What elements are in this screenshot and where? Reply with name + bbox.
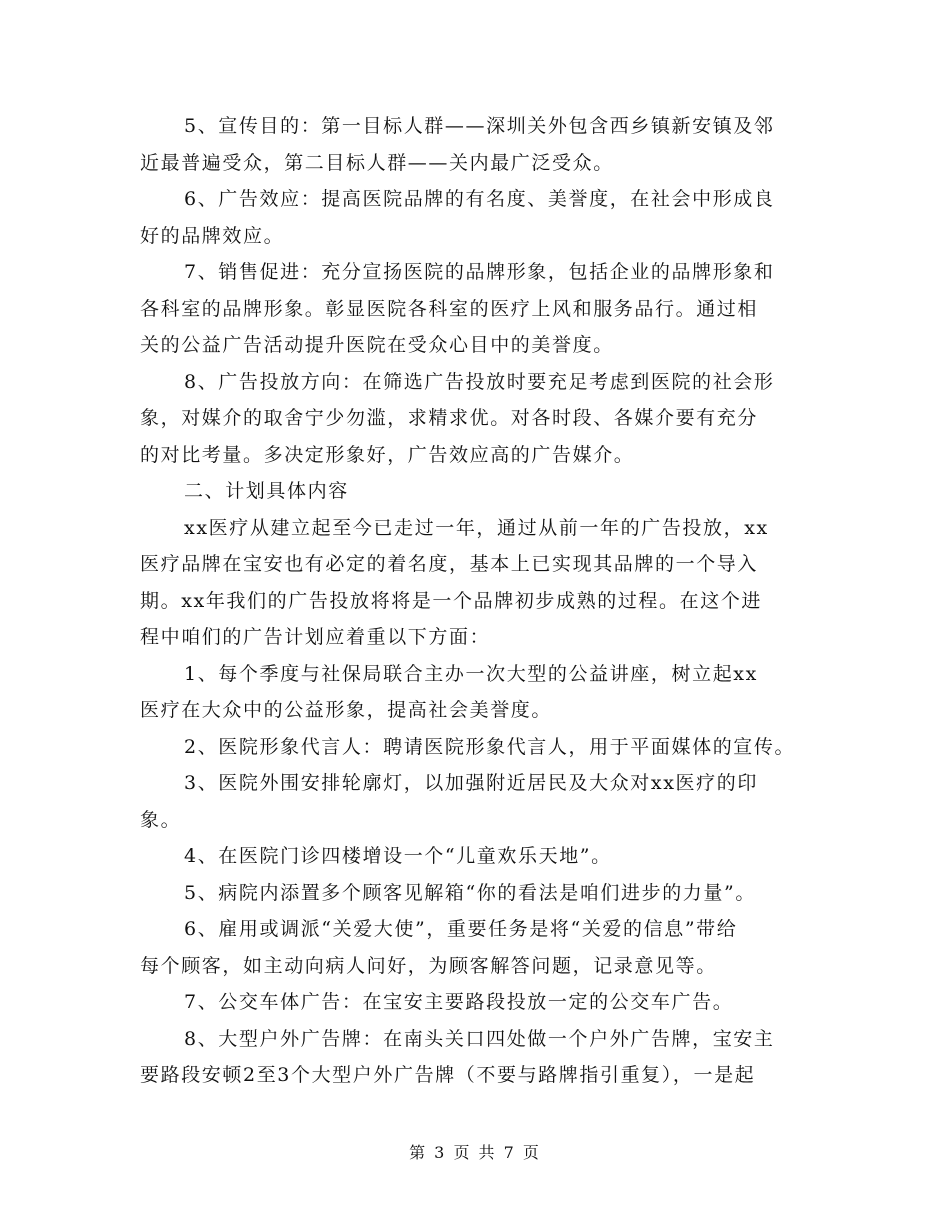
text-line: 8、大型户外广告牌：在南头关口四处做一个户外广告牌，宝安主 xyxy=(184,1027,775,1050)
text-line: 1、每个季度与社保局联合主办一次大型的公益讲座，树立起xx xyxy=(184,662,758,685)
page-number-footer: 第 3 页 共 7 页 xyxy=(409,1143,541,1162)
text-line: 程中咱们的广告计划应着重以下方面： xyxy=(140,626,491,648)
text-line: 5、宣传目的：第一目标人群——深圳关外包含西乡镇新安镇及邻 xyxy=(184,115,775,137)
text-line: 医疗在大众中的公益形象，提高社会美誉度。 xyxy=(140,699,553,721)
text-line: 每个顾客，如主动向病人问好，为顾客解答问题，记录意见等。 xyxy=(140,954,717,977)
text-line: 5、病院内添置多个顾客见解箱“你的看法是咱们进步的力量”。 xyxy=(184,881,756,904)
text-line: 7、销售促进：充分宣扬医院的品牌形象，包括企业的品牌形象和 xyxy=(184,261,775,283)
text-line: 2、医院形象代言人：聘请医院形象代言人，用于平面媒体的宣传。 xyxy=(184,735,796,758)
text-line: 要路段安顿2至3个大型户外广告牌（不要与路牌指引重复），一是起 xyxy=(140,1064,756,1086)
text-line: 7、公交车体广告：在宝安主要路段投放一定的公交车广告。 xyxy=(184,991,734,1013)
text-line: 8、广告投放方向：在筛选广告投放时要充足考虑到医院的社会形 xyxy=(184,370,775,393)
text-line: 3、医院外围安排轮廓灯，以加强附近居民及大众对xx医疗的印 xyxy=(184,772,758,794)
text-line: 的对比考量。多决定形象好，广告效应高的广告媒介。 xyxy=(140,443,635,466)
text-line: 4、在医院门诊四楼增设一个“儿童欢乐天地”。 xyxy=(184,845,612,867)
text-line: 医疗品牌在宝安也有必定的着名度，基本上已实现其品牌的一个导入 xyxy=(140,553,759,575)
text-line: 各科室的品牌形象。彰显医院各科室的医疗上风和服务品行。通过相 xyxy=(140,297,759,320)
text-line: 6、广告效应：提高医院品牌的有名度、美誉度，在社会中形成良 xyxy=(184,188,775,210)
text-line: xx医疗从建立起至今已走过一年，通过从前一年的广告投放，xx xyxy=(184,516,769,539)
text-line: 象，对媒介的取舍宁少勿滥，求精求优。对各时段、各媒介要有充分 xyxy=(140,407,759,429)
document-body xyxy=(140,108,820,1094)
text-line: 近最普遍受众，第二目标人群——关内最广泛受众。 xyxy=(140,151,614,174)
section-heading: 二、计划具体内容 xyxy=(184,480,349,502)
text-line: 关的公益广告活动提升医院在受众心目中的美誉度。 xyxy=(140,334,614,356)
text-line: 期。xx年我们的广告投放将将是一个品牌初步成熟的过程。在这个进 xyxy=(140,589,763,612)
text-line: 好的品牌效应。 xyxy=(140,224,285,247)
text-line: 6、雇用或调派“关爱大使”，重要任务是将“关爱的信息”带给 xyxy=(184,918,738,940)
text-line: 象。 xyxy=(140,808,182,831)
